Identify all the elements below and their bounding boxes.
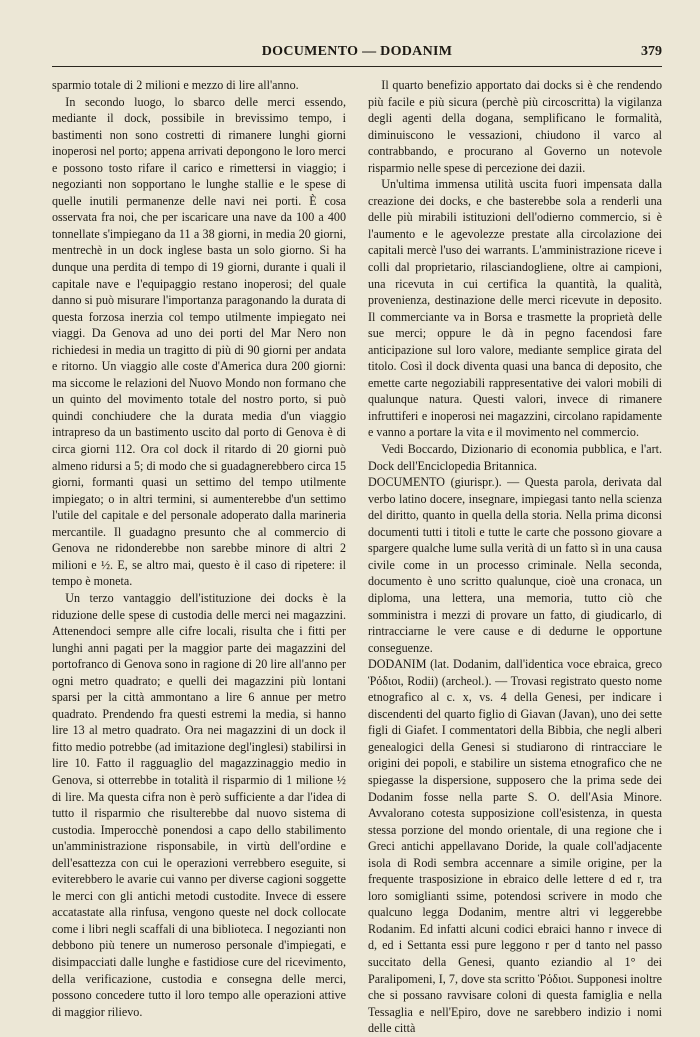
left-column xyxy=(52,77,346,1037)
running-header-title: DOCUMENTO — DODANIM xyxy=(261,44,453,59)
paragraph: sparmio totale di 2 milioni e mezzo di lire all'anno. xyxy=(52,78,299,92)
paragraph: Un'ultima immensa utilità uscita fuori impensata dalla creazione dei docks, e che basterebbe sola a renderli una delle più mirabili istituzioni dell'odierno commercio, si è l'aumento e le agevolezze prestate alla circolazione dei capitali mercè l'uso dei warrants. L'amministrazione riceve i colli dal proprietario, rilasciandogliene, oltre ai campioni, una ricevuta in cui certifica la quantità, la qualità, provenienza, destinazione delle merci ricevute in deposito. Il commerciante va in Borsa e trasmette la proprietà delle sue merci; oppure le dà in pegno facendosi fare anticipazione sul loro valore, mediante semplice girata del titolo. Così il dock diventa quasi una banca di deposito, che emette carte negoziabili rappresentative dei valori mobili di qualunque natura. Questi valori, invece di rimanere infruttiferi e inoperosi nei magazzini, circolano rapidamente e vanno a portare la vita e il movimento nel commercio. xyxy=(368,177,662,440)
right-column xyxy=(368,77,662,1037)
text-columns xyxy=(52,77,662,1037)
paragraph: Il quarto benefizio apportato dai docks si è che rendendo più facile e più sicura (perchè più circoscritta) la vigilanza degli agenti della dogana, semplificano le formalità, diminuiscono le vessazioni, chiudono il varco al contrabbando, e procurano al Governo un notevole risparmio nelle spese di percezione dei dazii. xyxy=(368,78,662,175)
page-number: 379 xyxy=(641,44,662,59)
entry-dodanim: DODANIM (lat. Dodanim, dall'identica voce ebraica, greco Ῥόδιοι, Rodii) (archeol.). — Trovasi registrato questo nome etnografico al c. x, vs. 4 della Genesi, per indicare i discendenti del quarto figlio di Giavan (Javan), uno dei sette figli di Giafet. I commentatori della Bibbia, che negli alberi genealogici della Genesi si studiarono di rintracciare le origini dei popoli, e stabilire un sistema etnografico che ne spiegasse la dispersione, supposero che la prima sede dei Dodanim fosse nella parte S. O. dell'Asia Minore. Avvalorano cotesta supposizione coll'esistenza, in questa stessa porzione del mondo orientale, di una regione che i Greci antichi appellavano Doride, la quale coll'adjacente isola di Rodi sembra accennare a simile origine, per la frequente trasposizione in ebraico delle lettere d ed r, tra loro somiglianti ssime, potendosi scrivere in modo che qualcuno legga Dodanim, mentre altri vi leggerebbe Rodanim. Ed infatti alcuni codici ebraici hanno r invece di d, ed i Settanta essi pure leggono r per d tanto nel passo succitato della Genesi, quanto eziandio al 1° dei Paralipomeni, I, 7, dove sta scritto Ῥόδιοι. Supponesi inoltre che si possano ravvisare coloni di questa famiglia e nella Tessaglia e nell'Epiro, dove ne sarebbero indizio i nomi delle città xyxy=(368,657,662,1036)
paragraph: In secondo luogo, lo sbarco delle merci essendo, mediante il dock, possibile in brevissimo tempo, i bastimenti non sono costretti di rimanere lunghi giorni inoperosi nel porto; appena arrivati depongono le loro merci e possono tosto rifare il carico e rimettersi in viaggio; i negozianti non sopportano le lunghe stallie e le spese di quelle inutili permanenze delle navi nei porti. È cosa osservata fra noi, che per iscaricare una nave da 100 a 400 tonnellate s'impiegano da 11 a 38 giorni, in media 20 giorni, mentrechè in un dock inglese basta un solo giorno. Si ha dunque una perdita di tempo di 19 giorni, durante i quali il capitale nave e l'equipaggio restano inoperosi; del quale danno si può misurare l'importanza paragonando la durata di questa forzosa inerzia col tempo utilmente impiegato nei viaggi. Da Genova ad uno dei porti del Mar Nero non richiedesi in media un tragitto di più di 90 giorni per andata e ritorno. Un viaggio alle coste d'America dura 200 giorni: ma siccome le relazioni del Nuovo Mondo non formano che un quinto del movimento totale del nostro porto, si può quindi conchiudere che la durata media d'un viaggio intrapreso da un bastimento uscito dal porto di Genova è di circa giorni 112. Ora col dock il ritardo di 20 giorni può almeno ridursi a 5; di modo che si guadagnerebbero circa 15 giorni, formanti quasi un settimo del tempo utilmente impiegato; o in altri termini, si aumenterebbe d'un settimo l'utile del capitale e del personale adoperato dalla marineria mercantile. Il guadagno presunto che al commercio di Genova ne ridonderebbe non sarebbe minore di altri 2 milioni e ½. E, se altro mai, questo è il caso di ripetere: il tempo è moneta. xyxy=(52,94,346,589)
running-header xyxy=(52,44,662,67)
entry-documento: DOCUMENTO (giurispr.). — Questa parola, derivata dal verbo latino docere, insegnare, impiegasi tanto nella scienza del diritto, quanto in quella della storia. Nella prima diconsi documenti tutti i titoli e tutte le carte che possono giovare a spargere qualche lume sulla verità di un fatto sì in una causa civile come in un processo criminale. Nella seconda, documento è uno scritto qualunque, cioè una cronaca, un diploma, una lettera, una memoria, tutto ciò che somministra i mezzi di provare un fatto, di giudicarlo, di rintracciarne le vere cause e di dedurne le opportune conseguenze. xyxy=(368,475,662,655)
paragraph: Vedi Boccardo, Dizionario di economia pubblica, e l'art. Dock dell'Enciclopedia Britannica. xyxy=(368,442,662,473)
paragraph: Un terzo vantaggio dell'istituzione dei docks è la riduzione delle spese di custodia delle merci nei magazzini. Attenendoci sempre alle cifre locali, risulta che i fitti per lunghi anni pagati per la maggior parte dei magazzini del portofranco di Genova sono in ragione di 20 lire all'anno per ogni metro quadrato; e quelli dei magazzini più lontani sparsi per la città ammontano a lire 6 annue per metro quadrato. Prendendo fra questi estremi la media, si hanno lire 13 al metro quadrato. Ora nei magazzini di un dock il fitto medio potrebbe (ad imitazione degl'inglesi) stabilirsi in lire 10. Fatto il ragguaglio del magazzinaggio medio in Genova, si otterrebbe in totalità il risparmio di 1 milione ½ di lire. Ma questa cifra non è però sufficiente a dar l'idea di tutto il risparmio che risulterebbe dal nuovo sistema di custodia. Imperocchè ponendosi a capo dello stabilimento un'amministrazione risponsabile, in virtù dell'ordine e dell'esattezza con cui le operazioni verrebbero eseguite, si eviterebbero le avarie cui vanno per diverse cagioni soggette le merci con gli antichi metodi custodite. Invece di essere accatastate alla rinfusa, vengono queste nel dock collocate come i libri negli scaffali di una biblioteca. I negozianti non debbono più tenere un numeroso personale d'impiegati, e disimpacciati dalle lunghe e fastidiose cure del ricevimento, della verificazione, custodia e consegna delle merci, possono concedere tutto il loro tempo alle operazioni attive di maggior rilievo. xyxy=(52,590,346,1019)
